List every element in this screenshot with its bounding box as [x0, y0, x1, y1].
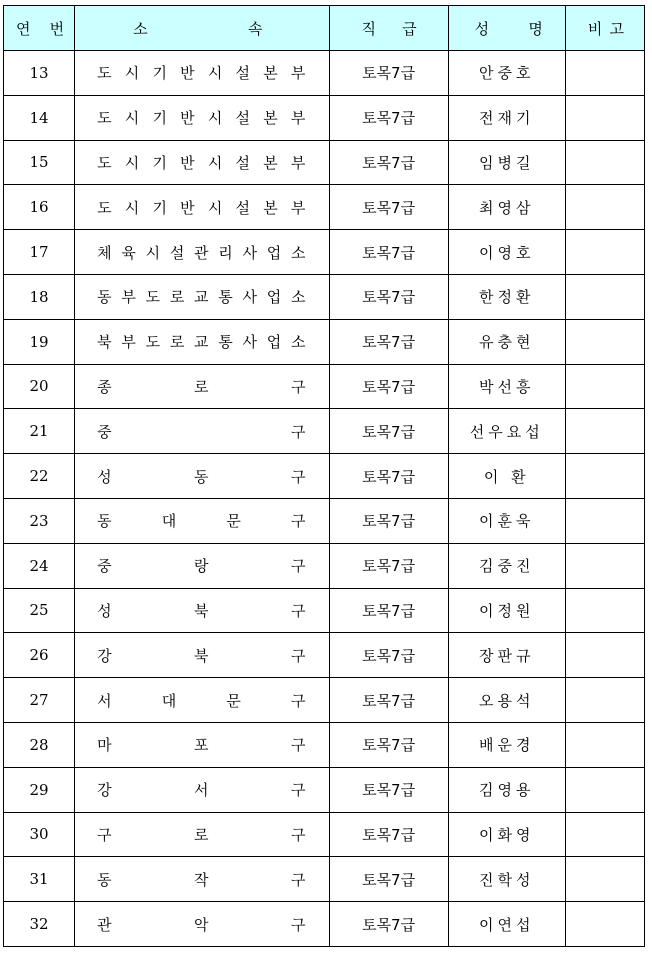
name-cell: 한정환 — [448, 274, 565, 319]
department-cell — [75, 722, 329, 767]
name-cell: 배운경 — [448, 722, 565, 767]
table-header-row — [4, 6, 645, 51]
char: 교 — [194, 333, 209, 352]
row-number-cell: 15 — [4, 140, 75, 185]
table-row — [4, 364, 645, 409]
note-cell — [565, 230, 644, 275]
char: 동 — [97, 512, 112, 531]
department-cell — [75, 230, 329, 275]
char: 설 — [235, 153, 251, 172]
char: 반 — [180, 198, 195, 217]
char: 소 — [290, 288, 306, 307]
table-row — [4, 140, 645, 185]
char: 부 — [290, 64, 306, 83]
department-cell — [75, 543, 329, 588]
char: 소 — [290, 243, 306, 262]
char: 강 — [97, 646, 112, 665]
rank-cell: 토목7급 — [329, 588, 448, 633]
department-label — [97, 242, 305, 263]
char: 체 — [97, 243, 112, 262]
header-name — [448, 6, 565, 51]
rank-cell: 토목7급 — [329, 543, 448, 588]
note-cell — [565, 633, 644, 678]
name-cell: 안중호 — [448, 51, 565, 96]
rank-cell: 토목7급 — [329, 140, 448, 185]
char: 구 — [290, 601, 306, 620]
name-cell: 김영용 — [448, 767, 565, 812]
char: 구 — [291, 422, 306, 441]
char: 강 — [97, 781, 112, 800]
header-no — [4, 6, 75, 51]
department-label — [97, 421, 305, 442]
char: 업 — [266, 243, 282, 262]
rank-cell: 토목7급 — [329, 185, 448, 230]
department-cell — [75, 319, 329, 364]
char: 부 — [121, 288, 136, 307]
header-rank — [329, 6, 448, 51]
row-number-cell: 18 — [4, 274, 75, 319]
row-number-cell: 24 — [4, 543, 75, 588]
char: 작 — [194, 870, 209, 889]
char: 반 — [180, 109, 195, 128]
row-number-cell: 17 — [4, 230, 75, 275]
char: 부 — [121, 333, 136, 352]
department-cell — [75, 902, 329, 947]
char: 구 — [290, 870, 306, 889]
char: 반 — [180, 153, 195, 172]
char: 명 — [528, 19, 543, 38]
char: 부 — [290, 198, 306, 217]
char: 교 — [194, 288, 209, 307]
rank-cell: 토목7급 — [329, 95, 448, 140]
rank-cell: 토목7급 — [329, 633, 448, 678]
note-cell — [565, 722, 644, 767]
name-cell: 이영호 — [448, 230, 565, 275]
department-label — [97, 331, 305, 352]
char: 서 — [97, 691, 112, 710]
department-cell — [75, 812, 329, 857]
table-row — [4, 498, 645, 543]
table-row — [4, 543, 645, 588]
row-number-cell: 26 — [4, 633, 75, 678]
char: 본 — [263, 64, 278, 83]
char: 서 — [194, 781, 209, 800]
char: 시 — [207, 109, 223, 128]
name-cell: 진학성 — [448, 857, 565, 902]
char: 번 — [49, 19, 65, 38]
char: 구 — [290, 915, 306, 934]
rank-cell: 토목7급 — [329, 319, 448, 364]
char: 소 — [290, 333, 306, 352]
char: 동 — [97, 870, 112, 889]
table-row — [4, 857, 645, 902]
note-cell — [565, 857, 644, 902]
note-cell — [565, 185, 644, 230]
char: 설 — [169, 243, 185, 262]
char: 시 — [124, 109, 140, 128]
name-cell: 오용석 — [448, 678, 565, 723]
header-note-label — [566, 18, 644, 39]
row-number-cell: 32 — [4, 902, 75, 947]
department-label — [97, 600, 305, 621]
row-number-cell: 30 — [4, 812, 75, 857]
char: 대 — [161, 691, 177, 710]
rank-cell: 토목7급 — [329, 409, 448, 454]
department-label — [97, 107, 305, 128]
header-rank-label — [330, 18, 448, 39]
table-body — [4, 51, 645, 947]
department-label — [97, 152, 305, 173]
rank-cell: 토목7급 — [329, 274, 448, 319]
table-row — [4, 319, 645, 364]
char: 구 — [290, 781, 306, 800]
char: 성 — [97, 601, 112, 620]
char: 업 — [266, 333, 282, 352]
char: 구 — [290, 691, 306, 710]
table-row — [4, 633, 645, 678]
row-number-cell: 21 — [4, 409, 75, 454]
row-number-cell: 25 — [4, 588, 75, 633]
department-cell — [75, 588, 329, 633]
rank-cell: 토목7급 — [329, 454, 448, 499]
char: 기 — [152, 64, 167, 83]
name-cell: 김중진 — [448, 543, 565, 588]
char: 급 — [402, 19, 417, 38]
row-number-cell: 13 — [4, 51, 75, 96]
char: 사 — [242, 243, 258, 262]
char: 악 — [194, 915, 209, 934]
char: 구 — [290, 646, 306, 665]
department-cell — [75, 274, 329, 319]
note-cell — [565, 95, 644, 140]
table-row — [4, 409, 645, 454]
char: 부 — [290, 153, 306, 172]
char: 업 — [266, 288, 282, 307]
department-label — [97, 510, 305, 531]
name-cell: 최영삼 — [448, 185, 565, 230]
header-name-label — [449, 18, 565, 39]
note-cell — [565, 767, 644, 812]
char: 기 — [152, 153, 167, 172]
note-cell — [565, 364, 644, 409]
header-dept — [75, 6, 329, 51]
char: 설 — [235, 64, 251, 83]
char: 북 — [194, 601, 209, 620]
char: 로 — [169, 333, 185, 352]
note-cell — [565, 454, 644, 499]
department-cell — [75, 51, 329, 96]
department-label — [97, 197, 305, 218]
table-row — [4, 588, 645, 633]
table-row — [4, 274, 645, 319]
header-note — [565, 6, 644, 51]
rank-cell: 토목7급 — [329, 364, 448, 409]
note-cell — [565, 543, 644, 588]
note-cell — [565, 812, 644, 857]
note-cell — [565, 902, 644, 947]
char: 동 — [194, 467, 209, 486]
table-row — [4, 678, 645, 723]
department-cell — [75, 498, 329, 543]
char: 시 — [207, 198, 223, 217]
char: 사 — [242, 333, 258, 352]
row-number-cell: 14 — [4, 95, 75, 140]
char: 통 — [218, 288, 233, 307]
note-cell — [565, 51, 644, 96]
note-cell — [565, 678, 644, 723]
char: 랑 — [194, 557, 209, 576]
char: 반 — [180, 64, 195, 83]
department-cell — [75, 454, 329, 499]
department-cell — [75, 409, 329, 454]
table-row — [4, 902, 645, 947]
row-number-cell: 28 — [4, 722, 75, 767]
name-cell: 이훈욱 — [448, 498, 565, 543]
char: 연 — [16, 19, 31, 38]
department-label — [97, 824, 305, 845]
char: 구 — [290, 512, 306, 531]
char: 북 — [194, 646, 209, 665]
char: 시 — [145, 243, 161, 262]
char: 도 — [145, 288, 161, 307]
table-row — [4, 51, 645, 96]
department-cell — [75, 767, 329, 812]
name-cell: 이정원 — [448, 588, 565, 633]
header-no-label — [4, 18, 74, 39]
department-label — [97, 466, 305, 487]
char: 도 — [97, 109, 112, 128]
char: 성 — [97, 467, 112, 486]
department-cell — [75, 678, 329, 723]
char: 사 — [242, 288, 258, 307]
name-cell: 이연섭 — [448, 902, 565, 947]
personnel-table — [3, 5, 645, 947]
note-cell — [565, 498, 644, 543]
char: 북 — [97, 333, 112, 352]
char: 로 — [194, 825, 209, 844]
char: 부 — [290, 109, 306, 128]
char: 고 — [609, 19, 624, 38]
department-label — [97, 914, 305, 935]
name-cell: 장판규 — [448, 633, 565, 678]
note-cell — [565, 409, 644, 454]
department-label — [97, 645, 305, 666]
char: 본 — [263, 109, 278, 128]
department-label — [97, 62, 305, 83]
char: 로 — [169, 288, 185, 307]
char: 본 — [263, 153, 278, 172]
name-cell: 이화영 — [448, 812, 565, 857]
char: 직 — [361, 19, 376, 38]
char: 시 — [124, 198, 140, 217]
header-dept-label — [75, 18, 328, 39]
table-row — [4, 95, 645, 140]
char: 구 — [290, 377, 306, 396]
rank-cell: 토목7급 — [329, 51, 448, 96]
department-label — [97, 286, 305, 307]
note-cell — [565, 319, 644, 364]
department-cell — [75, 364, 329, 409]
char: 문 — [226, 512, 241, 531]
char: 시 — [207, 153, 223, 172]
name-cell: 유충현 — [448, 319, 565, 364]
char: 관 — [194, 243, 209, 262]
department-cell — [75, 185, 329, 230]
char: 중 — [97, 422, 112, 441]
row-number-cell: 27 — [4, 678, 75, 723]
char: 설 — [235, 109, 251, 128]
department-cell — [75, 95, 329, 140]
department-label — [97, 555, 305, 576]
rank-cell: 토목7급 — [329, 812, 448, 857]
department-cell — [75, 633, 329, 678]
char: 중 — [97, 557, 112, 576]
department-cell — [75, 857, 329, 902]
char: 속 — [248, 19, 263, 38]
rank-cell: 토목7급 — [329, 498, 448, 543]
char: 비 — [587, 19, 603, 38]
char: 대 — [161, 512, 177, 531]
name-cell: 임병길 — [448, 140, 565, 185]
char: 본 — [263, 198, 278, 217]
char: 구 — [290, 825, 306, 844]
char: 로 — [194, 377, 209, 396]
department-label — [97, 869, 305, 890]
char: 구 — [290, 557, 306, 576]
note-cell — [565, 274, 644, 319]
char: 도 — [97, 64, 112, 83]
department-label — [97, 779, 305, 800]
table-row — [4, 185, 645, 230]
row-number-cell: 20 — [4, 364, 75, 409]
char: 육 — [121, 243, 136, 262]
table-row — [4, 767, 645, 812]
row-number-cell: 16 — [4, 185, 75, 230]
rank-cell: 토목7급 — [329, 722, 448, 767]
char: 구 — [290, 736, 306, 755]
char: 구 — [290, 467, 306, 486]
table-row — [4, 230, 645, 275]
char: 시 — [124, 153, 140, 172]
name-cell: 전재기 — [448, 95, 565, 140]
rank-cell: 토목7급 — [329, 902, 448, 947]
department-cell — [75, 140, 329, 185]
char: 기 — [152, 198, 167, 217]
note-cell — [565, 140, 644, 185]
char: 시 — [207, 64, 223, 83]
char: 통 — [218, 333, 233, 352]
note-cell — [565, 588, 644, 633]
char: 마 — [97, 736, 112, 755]
char: 리 — [218, 243, 233, 262]
char: 도 — [97, 198, 112, 217]
char: 구 — [97, 825, 112, 844]
char: 기 — [152, 109, 167, 128]
char: 소 — [133, 19, 148, 38]
table-row — [4, 722, 645, 767]
row-number-cell: 23 — [4, 498, 75, 543]
char: 도 — [145, 333, 161, 352]
char: 종 — [97, 377, 112, 396]
char: 설 — [235, 198, 251, 217]
department-label — [97, 690, 305, 711]
row-number-cell: 29 — [4, 767, 75, 812]
char: 관 — [97, 915, 112, 934]
department-label — [97, 734, 305, 755]
rank-cell: 토목7급 — [329, 767, 448, 812]
table-row — [4, 454, 645, 499]
char: 포 — [194, 736, 209, 755]
rank-cell: 토목7급 — [329, 678, 448, 723]
department-label — [97, 376, 305, 397]
row-number-cell: 19 — [4, 319, 75, 364]
row-number-cell: 31 — [4, 857, 75, 902]
char: 동 — [97, 288, 112, 307]
char: 시 — [124, 64, 140, 83]
rank-cell: 토목7급 — [329, 857, 448, 902]
name-cell: 이 환 — [448, 454, 565, 499]
rank-cell: 토목7급 — [329, 230, 448, 275]
char: 도 — [97, 153, 112, 172]
char: 문 — [226, 691, 241, 710]
table-row — [4, 812, 645, 857]
row-number-cell: 22 — [4, 454, 75, 499]
name-cell: 선우요섭 — [448, 409, 565, 454]
char: 성 — [474, 19, 490, 38]
name-cell: 박선흥 — [448, 364, 565, 409]
